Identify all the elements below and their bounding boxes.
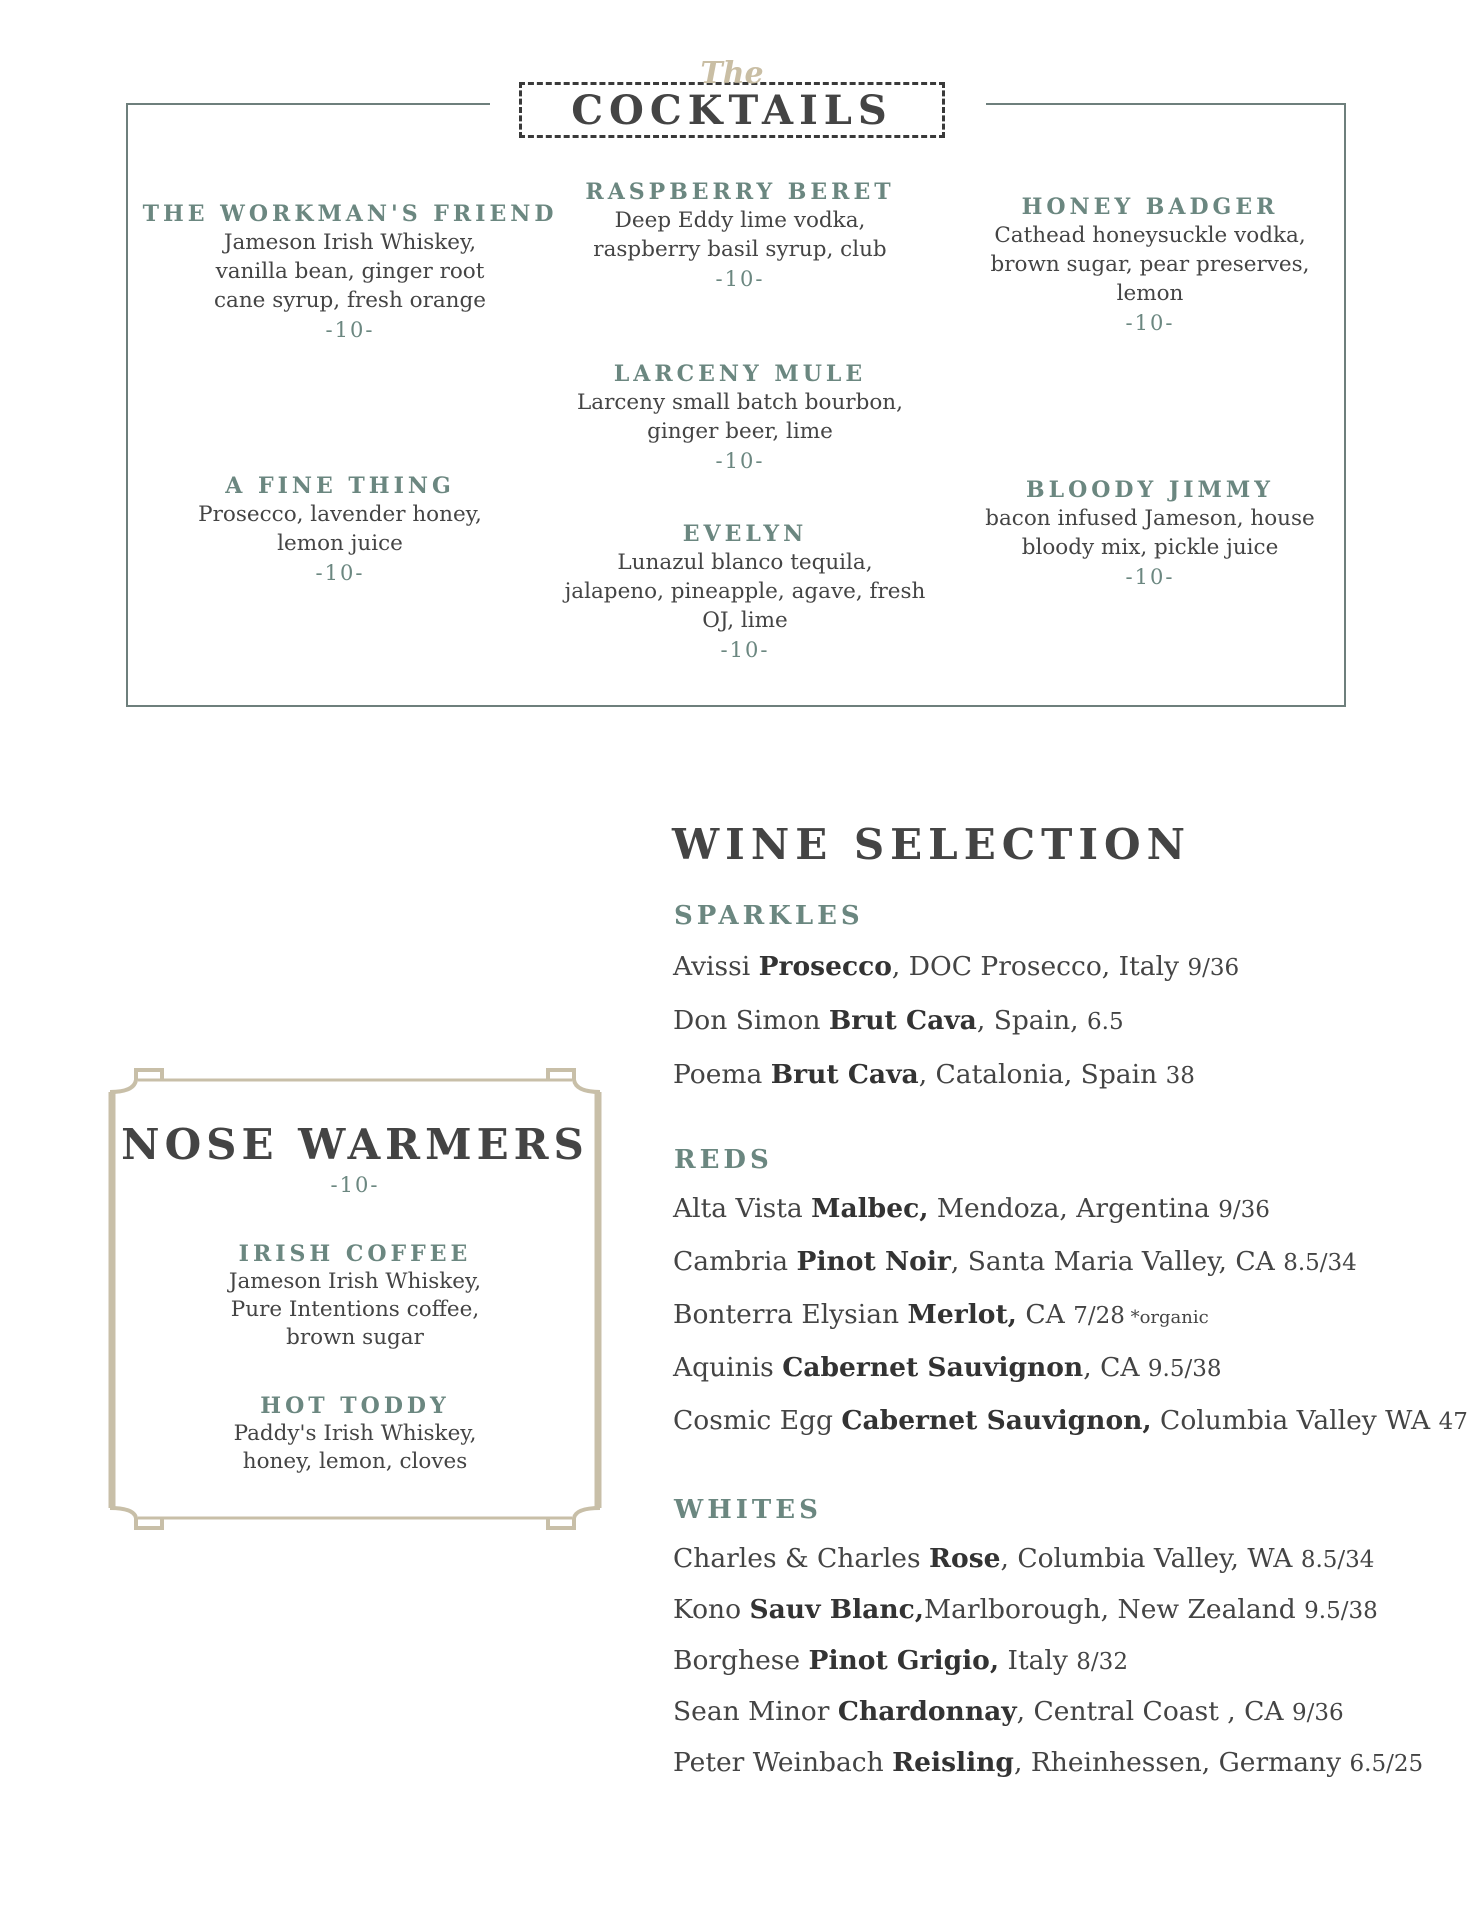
cocktail-evelyn xyxy=(545,520,945,665)
nose-warmer-name: HOT TODDY xyxy=(260,1393,450,1419)
cocktail-desc-line: Cathead honeysuckle vodka, xyxy=(994,223,1306,248)
cocktail-price: -10- xyxy=(1125,565,1175,589)
cocktail-workmans-friend xyxy=(140,200,560,345)
nose-warmer-desc-line: Jameson Irish Whiskey, xyxy=(228,1269,482,1294)
cocktail-desc-line: Jameson Irish Whiskey, xyxy=(223,230,477,255)
cocktail-desc-line: bacon infused Jameson, house xyxy=(985,506,1315,531)
cocktail-name: RASPBERRY BERET xyxy=(585,179,895,205)
nose-warmer-desc-line: honey, lemon, cloves xyxy=(242,1449,468,1474)
cocktail-desc-line: Deep Eddy lime vodka, xyxy=(614,208,866,233)
wine-item: Cosmic Egg Cabernet Sauvignon, Columbia Valley WA 47 xyxy=(673,1405,1468,1436)
cocktail-desc-line: vanilla bean, ginger root xyxy=(215,259,485,284)
cocktail-name: LARCENY MULE xyxy=(613,361,867,387)
wine-section-whites: WHITES xyxy=(674,1495,822,1525)
cocktail-name: HONEY BADGER xyxy=(1021,194,1279,220)
cocktail-raspberry-beret xyxy=(560,178,920,294)
wine-item: Cambria Pinot Noir, Santa Maria Valley, CA 8.5/34 xyxy=(673,1246,1357,1277)
nose-warmers-title: NOSE WARMERS xyxy=(121,1120,589,1169)
wine-item: Poema Brut Cava, Catalonia, Spain 38 xyxy=(673,1059,1195,1090)
wine-item: Alta Vista Malbec, Mendoza, Argentina 9/36 xyxy=(673,1193,1270,1224)
wine-selection-title: WINE SELECTION xyxy=(672,820,1192,869)
nose-warmer-irish-coffee xyxy=(148,1240,562,1352)
wine-item: Avissi Prosecco, DOC Prosecco, Italy 9/36 xyxy=(673,951,1240,982)
cocktail-desc-line: Larceny small batch bourbon, xyxy=(577,390,903,415)
wine-section-reds: REDS xyxy=(674,1145,773,1175)
wine-item: Peter Weinbach Reisling, Rheinhessen, Germany 6.5/25 xyxy=(673,1747,1424,1778)
wine-item: Bonterra Elysian Merlot, CA 7/28 *organic xyxy=(673,1299,1209,1330)
cocktails-title: COCKTAILS xyxy=(571,87,893,134)
cocktail-desc-line: raspberry basil syrup, club xyxy=(593,237,887,262)
cocktail-desc-line: ginger beer, lime xyxy=(647,419,833,444)
cocktail-desc-line: brown sugar, pear preserves, xyxy=(990,252,1310,277)
cocktail-desc-line: Prosecco, lavender honey, xyxy=(198,502,482,527)
cocktail-desc-line: lemon xyxy=(1116,281,1184,306)
cocktails-the: The xyxy=(700,56,764,91)
wine-item: Borghese Pinot Grigio, Italy 8/32 xyxy=(673,1645,1128,1676)
cocktail-bloody-jimmy xyxy=(960,476,1340,592)
nose-warmer-name: IRISH COFFEE xyxy=(238,1241,472,1267)
wine-item: Aquinis Cabernet Sauvignon, CA 9.5/38 xyxy=(673,1352,1222,1383)
cocktail-price: -10- xyxy=(325,318,375,342)
cocktail-price: -10- xyxy=(1125,311,1175,335)
wine-item: Don Simon Brut Cava, Spain, 6.5 xyxy=(673,1005,1124,1036)
nose-warmer-desc-line: Paddy's Irish Whiskey, xyxy=(233,1421,477,1446)
cocktail-larceny-mule xyxy=(560,360,920,476)
cocktail-honey-badger xyxy=(960,193,1340,338)
cocktail-name: THE WORKMAN'S FRIEND xyxy=(142,201,558,227)
cocktail-name: EVELYN xyxy=(682,521,808,547)
cocktail-desc-line: OJ, lime xyxy=(702,608,788,633)
wine-item: Kono Sauv Blanc,Marlborough, New Zealand 9.5/38 xyxy=(673,1594,1378,1625)
wine-item: Sean Minor Chardonnay, Central Coast , CA 9/36 xyxy=(673,1696,1344,1727)
cocktail-price: -10- xyxy=(715,449,765,473)
cocktail-a-fine-thing xyxy=(160,472,520,588)
nose-warmers-price: -10- xyxy=(330,1173,380,1197)
wine-item: Charles & Charles Rose, Columbia Valley, WA 8.5/34 xyxy=(673,1543,1375,1574)
cocktail-name: BLOODY JIMMY xyxy=(1026,477,1274,503)
cocktail-price: -10- xyxy=(315,561,365,585)
cocktail-desc-line: jalapeno, pineapple, agave, fresh xyxy=(564,579,926,604)
cocktail-desc-line: Lunazul blanco tequila, xyxy=(617,550,873,575)
wine-section-sparkles: SPARKLES xyxy=(674,901,864,931)
cocktail-name: A FINE THING xyxy=(225,473,455,499)
cocktails-title-frame xyxy=(519,56,945,138)
nose-warmer-desc-line: Pure Intentions coffee, xyxy=(230,1297,480,1322)
cocktail-desc-line: cane syrup, fresh orange xyxy=(213,288,487,313)
cocktail-price: -10- xyxy=(715,267,765,291)
nose-warmer-desc-line: brown sugar xyxy=(286,1325,424,1350)
cocktail-price: -10- xyxy=(720,638,770,662)
nose-warmer-hot-toddy xyxy=(148,1392,562,1476)
cocktail-desc-line: lemon juice xyxy=(277,531,403,556)
cocktail-desc-line: bloody mix, pickle juice xyxy=(1021,535,1279,560)
